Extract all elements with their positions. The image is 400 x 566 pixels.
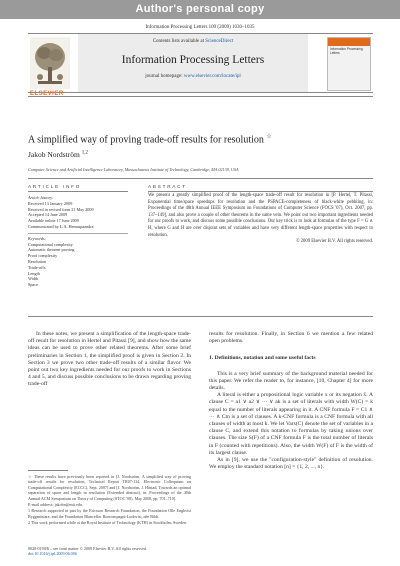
footnote-divider: [28, 470, 68, 471]
journal-reference: Information Processing Letters 109 (2009) 1030–1035: [145, 25, 255, 30]
info-label-rule: [28, 191, 128, 192]
publisher-name: ELSEVIER: [30, 91, 64, 97]
abstract-label: ABSTRACT: [148, 184, 187, 189]
body-paragraph: A literal is either a propositional logic variable x or its negation x̄. A clause C = a1 ∨ a2 ∨ ··· ∨ ak is a set of literals with width W(C) = k equal to the number of literals appearing in it. A CNF formula F = C1 ∧ ··· ∧ Cm is a set of clauses. A k-CNF formula is a CNF formula with all clauses of width at most k. We let Vars(C) denote the set of variables in a clause C, and extend this notation to formulas by taking unions over clauses. The size S(F) of a CNF formula F is the total number of literals in F (counted with repetitions). Also, the width W(F) of F is the width of its largest clause.: [209, 392, 373, 456]
author-copy-banner: Author's personal copy: [0, 0, 400, 19]
footnote: 2 This work performed while at the Royal Institute of Technology (KTH) in Stockholm, Sweden.: [28, 520, 187, 526]
journal-name: Information Processing Letters: [121, 54, 265, 66]
article-title: [28, 133, 373, 145]
history-item: Accepted 14 June 2009: [28, 212, 68, 218]
article-info-label: ARTICLE INFO: [28, 184, 82, 189]
keywords-heading: Keywords:: [28, 235, 46, 241]
front-matter-text: 0020-0190/$ – see front matter © 2009 Elsevier B.V. All rights reserved.: [28, 546, 148, 551]
abstract-label-rule: [148, 191, 373, 192]
intro-paragraph: In these notes, we present a simplification of the length-space trade-off result for resolution in Hertel and Pitassi [9], and show how the same ideas can be used to prove other related theorems. After some brief preliminaries in Section 1, the simplified proof is given in Section 2. In Section 3 we prove two other trade-off results of a similar flavor. We point out two key ingredients needed for our proofs to work in Sections 4 and 5, and discuss possible conclusions to be drawn regarding proving trade-off: [28, 331, 191, 388]
footnotes: [28, 474, 191, 527]
author-name: Jakob Nordström: [28, 150, 80, 159]
history-item: Available online 17 June 2009: [28, 218, 79, 224]
article-info: [28, 195, 128, 288]
homepage-line: [78, 74, 308, 79]
abstract-bottom-divider: [28, 316, 373, 317]
history-item: Received in revised form 21 May 2009: [28, 206, 94, 212]
body-left-column: [28, 331, 191, 389]
doi-link[interactable]: doi:10.1016/j.ipl.2009.06.006: [28, 551, 77, 557]
affiliation-divider: [28, 178, 373, 179]
footnote: E-mail address: jakobn@mit.edu.: [28, 502, 83, 508]
keyword-item: Length: [28, 270, 40, 276]
footnote: ☆ These results have previously been reported in [J. Nordström, A simplified way of proving trade-off results for resolution, Technical Report TR07-114, Electronic Colloquium on Computational Complexity (ECCC), Sept. 2007] and [J. Nordström, J. Håstad, Towards an optimal separation of space and length in resolution (Extended abstract), in: Proceedings of the 40th Annual ACM Symposium on Theory of Computing (STOC '08), May 2008, pp. 701–710].: [28, 474, 191, 501]
front-matter-line: [28, 546, 191, 557]
abstract-copyright: © 2009 Elsevier B.V. All rights reserved.: [295, 239, 373, 245]
header-divider: [28, 96, 373, 97]
keyword-item: Computational complexity: [28, 241, 73, 247]
history-item: Received 13 January 2009: [28, 200, 73, 206]
cover-title: Information Processing Letters: [330, 47, 363, 55]
title-text: A simplified way of proving trade-off results for resolution: [28, 134, 264, 146]
elsevier-tree-logo: [30, 37, 70, 89]
contents-line: [78, 39, 308, 44]
abstract: [148, 193, 373, 246]
author-footnote-marks[interactable]: 1,2: [81, 150, 88, 156]
section-heading: 1. Definitions, notation and some useful facts: [209, 355, 316, 362]
history-heading: Article history:: [28, 195, 54, 200]
body-paragraph: This is a very brief summary of the background material needed for this paper. We refer the reader to, for instance, [10, Chapter 4] for more details.: [209, 370, 373, 392]
history-item: Communicated by L.A. Hemaspaandra: [28, 223, 94, 229]
journal-title-box: [78, 34, 308, 92]
intro-continuation: results for resolution. Finally, in Section 6 we mention a few related open problems.: [209, 331, 373, 345]
journal-cover-thumbnail: [327, 37, 371, 91]
keyword-item: Trade-offs: [28, 264, 46, 270]
homepage-prefix: journal homepage:: [145, 74, 184, 79]
keywords-divider: [28, 233, 128, 234]
author-line: [28, 150, 88, 159]
keyword-item: Resolution: [28, 258, 47, 264]
cover-band: [328, 38, 370, 46]
footnote: 1 Research supported in part by the Ericsson Research Foundation, the Foundation Olle Engkvist Byggmästare, and the Foundation Blanceflor Boncompagni-Ludovisi, née Bildt.: [28, 508, 191, 519]
body-right-column: [209, 331, 373, 471]
keyword-item: Proof complexity: [28, 253, 58, 259]
keyword-item: Space: [28, 282, 38, 288]
homepage-link[interactable]: www.elsevier.com/locate/ipl: [183, 74, 241, 79]
body-paragraph: As in [9], we use the "configuration-style" definition of resolution. We employ the standard notation [n] = {1, 2, ..., n}.: [209, 457, 373, 471]
keyword-item: Width: [28, 276, 39, 282]
contents-prefix: Contents lists available at: [152, 39, 206, 44]
sciencedirect-link[interactable]: ScienceDirect: [205, 39, 234, 44]
abstract-text: We present a greatly simplified proof of the length-space trade-off result for resolution in [P. Hertel, T. Pitassi, Exponential time/space speedups for resolution and the PSPACE-completeness of black-white pebbling, in: Proceedings of the 48th Annual IEEE Symposium on Foundations of Computer Science (FOCS '07), Oct. 2007, pp. 137–149], and also prove a couple of other theorems in the same vein. We point out two important ingredients needed for our proofs to work, and discuss some possible conclusions. Our key trick is to look at formulas of the type F = G ∧ H, where G and H are over disjoint sets of variables and have very different length-space properties with respect to resolution.: [148, 193, 373, 238]
affiliation: Computer Science and Artificial Intelligence Laboratory, Massachusetts Institute of Technology, Cambridge, MA 02139, USA: [28, 167, 239, 172]
journal-header: [28, 33, 373, 97]
title-footnote-mark[interactable]: ☆: [266, 134, 272, 140]
keyword-item: Automatic theorem proving: [28, 247, 75, 253]
